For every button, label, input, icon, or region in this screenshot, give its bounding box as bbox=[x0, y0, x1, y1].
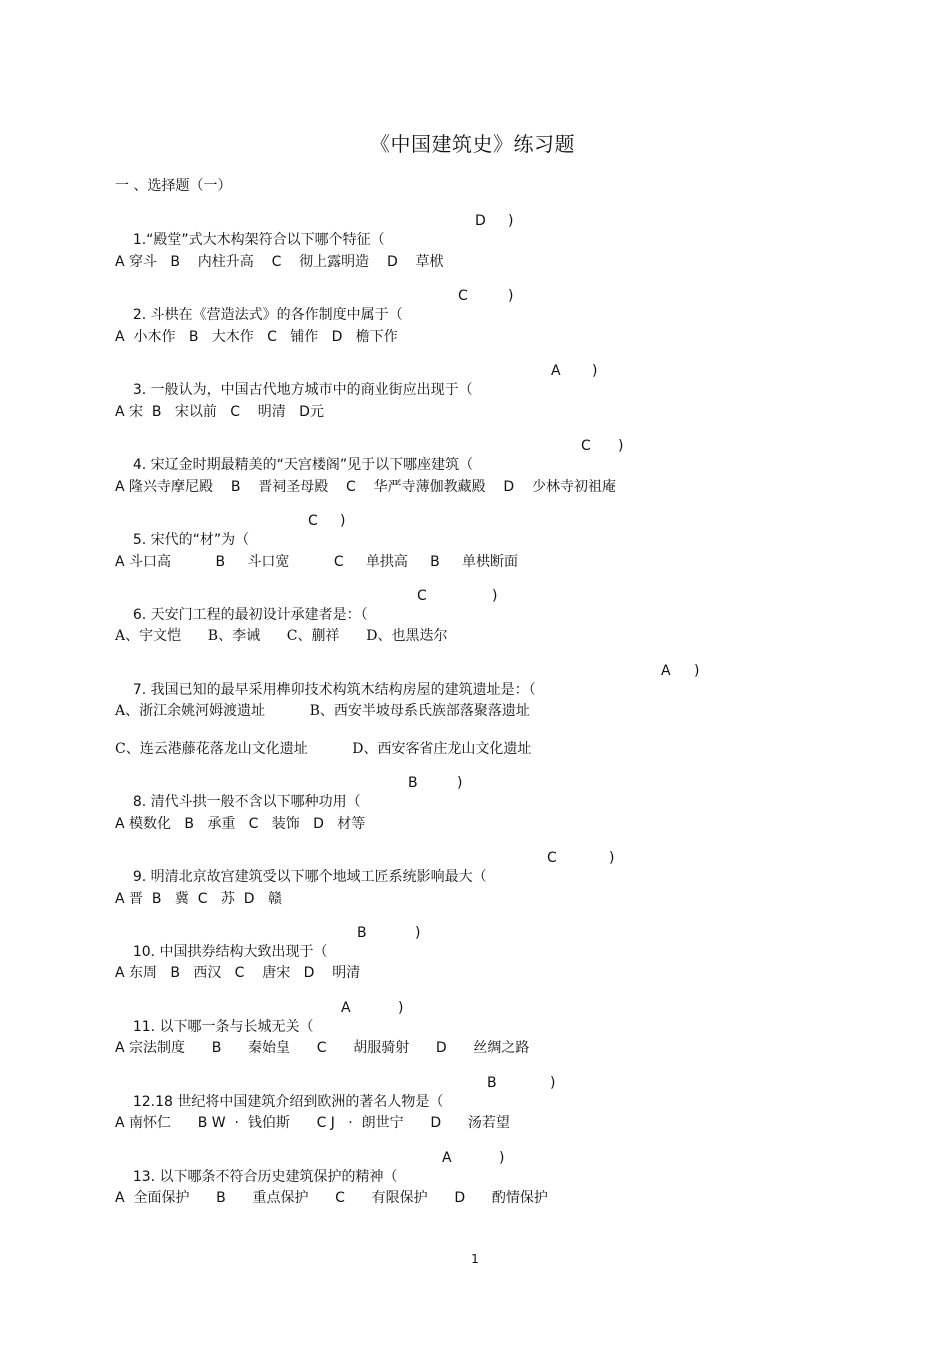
options-5: A 斗口高 B 斗口宽 C 单拱高 B 单栱断面 bbox=[115, 554, 519, 570]
question-text: 8. 清代斗拱一般不含以下哪种功用（ bbox=[132, 794, 361, 810]
answer-letter: A bbox=[551, 363, 561, 379]
options-12: A 南怀仁 B W · 钱伯斯 C J · 朗世宁 D 汤若望 bbox=[115, 1115, 510, 1131]
question-text: 6. 天安门工程的最初设计承建者是：（ bbox=[132, 607, 368, 623]
options-9: A 晋 B 冀 C 苏 D 赣 bbox=[115, 891, 282, 907]
answer-letter: C bbox=[308, 513, 318, 529]
page-number: 1 bbox=[471, 1252, 479, 1266]
question-text: 10. 中国拱券结构大致出现于（ bbox=[132, 944, 328, 960]
options-2: A 小木作 B 大木作 C 铺作 D 檐下作 bbox=[115, 329, 398, 345]
answer-letter: B bbox=[408, 775, 418, 791]
options-10: A 东周 B 西汉 C 唐宋 D 明清 bbox=[115, 965, 361, 981]
close-paren: ) bbox=[550, 1075, 556, 1091]
close-paren: ) bbox=[508, 288, 514, 304]
question-text: 13. 以下哪条不符合历史建筑保护的精神（ bbox=[132, 1169, 398, 1185]
answer-letter: A bbox=[341, 1000, 351, 1016]
options-13: A 全面保护 B 重点保护 C 有限保护 D 酌情保护 bbox=[115, 1190, 548, 1206]
question-text: 7. 我国已知的最早采用榫卯技术构筑木结构房屋的建筑遗址是：（ bbox=[132, 682, 536, 698]
answer-letter: B bbox=[487, 1075, 497, 1091]
close-paren: ) bbox=[618, 438, 624, 454]
answer-letter: A bbox=[442, 1150, 452, 1166]
close-paren: ) bbox=[508, 213, 514, 229]
close-paren: ) bbox=[694, 663, 700, 679]
options-4: A 隆兴寺摩尼殿 B 晋祠圣母殿 C 华严寺薄伽教藏殿 D 少林寺初祖庵 bbox=[115, 479, 616, 495]
section-heading: 一 、选择题（一） bbox=[115, 178, 232, 194]
question-text: 4. 宋辽金时期最精美的“天宫楼阁”见于以下哪座建筑（ bbox=[132, 457, 474, 473]
answer-letter: C bbox=[547, 850, 557, 866]
options-3: A 宋 B 宋以前 C 明清 D元 bbox=[115, 404, 324, 420]
close-paren: ) bbox=[492, 588, 498, 604]
answer-letter: B bbox=[357, 925, 367, 941]
answer-letter: A bbox=[661, 663, 671, 679]
question-text: 5. 宋代的“材”为（ bbox=[132, 532, 250, 548]
question-text: 11. 以下哪一条与长城无关（ bbox=[132, 1019, 314, 1035]
question-text: 9. 明清北京故宫建筑受以下哪个地域工匠系统影响最大（ bbox=[132, 869, 487, 885]
question-text: 3. 一般认为，中国古代地方城市中的商业街应出现于（ bbox=[132, 382, 473, 398]
options-1: A 穿斗 B 内柱升高 C 彻上露明造 D 草栿 bbox=[115, 254, 444, 270]
question-text: 12.18 世纪将中国建筑介绍到欧洲的著名人物是（ bbox=[132, 1094, 444, 1110]
page-title: 《中国建筑史》练习题 bbox=[370, 132, 575, 156]
close-paren: ) bbox=[609, 850, 615, 866]
answer-letter: C bbox=[458, 288, 468, 304]
answer-letter: D bbox=[475, 213, 486, 229]
options-6: A、宇文恺 B、李诫 C、蒯祥 D、也黑迭尔 bbox=[115, 628, 448, 644]
options-7a: A、浙江余姚河姆渡遗址 B、西安半坡母系氏族部落聚落遗址 bbox=[115, 703, 530, 719]
close-paren: ) bbox=[340, 513, 346, 529]
options-11: A 宗法制度 B 秦始皇 C 胡服骑射 D 丝绸之路 bbox=[115, 1040, 530, 1056]
answer-letter: C bbox=[417, 588, 427, 604]
question-text: 2. 斗栱在《营造法式》的各作制度中属于（ bbox=[132, 307, 403, 323]
close-paren: ) bbox=[499, 1150, 505, 1166]
close-paren: ) bbox=[457, 775, 463, 791]
answer-letter: C bbox=[581, 438, 591, 454]
options-7b: C、连云港藤花落龙山文化遗址 D、西安客省庄龙山文化遗址 bbox=[115, 741, 532, 757]
close-paren: ) bbox=[415, 925, 421, 941]
close-paren: ) bbox=[398, 1000, 404, 1016]
close-paren: ) bbox=[592, 363, 598, 379]
question-text: 1.“殿堂”式大木构架符合以下哪个特征（ bbox=[132, 232, 385, 248]
options-8: A 模数化 B 承重 C 装饰 D 材等 bbox=[115, 816, 366, 832]
